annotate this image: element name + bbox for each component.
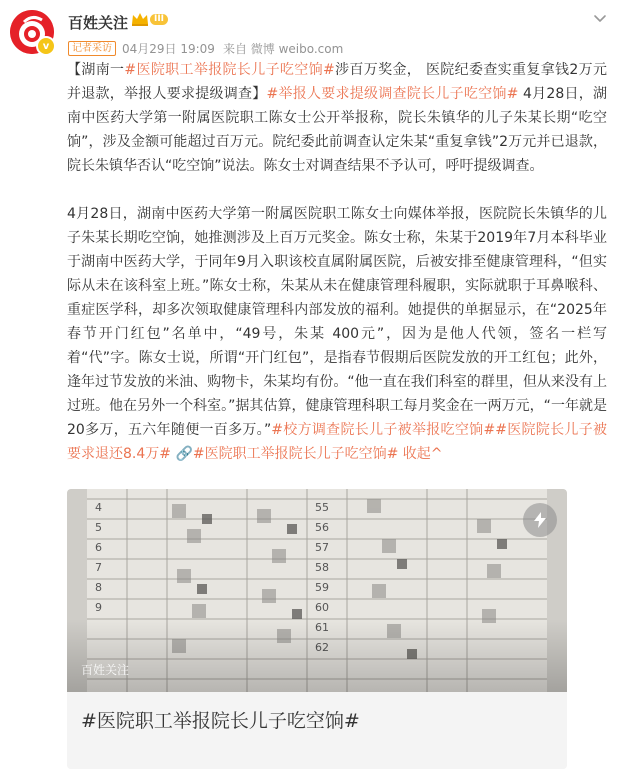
document-photo — [67, 489, 567, 692]
lightning-icon — [532, 511, 548, 529]
topic-link[interactable]: #医院职工举报院长儿子吃空饷# — [124, 62, 335, 78]
post-text: 4月28日，湖南中医药大学第一附属医院职工陈女士向媒体举报，医院院长朱镇华的儿子朱某长期吃空饷，她推测涉及上百万元奖金。陈女士称，朱某于2019年7月本科毕业于湖南中医药大学，于同年9月入职该校直属附属医院，后被安排至健康管理科，“但实际从未在该科室上班。”陈女士称，朱某从未在健康管理科履职，实际就职于耳鼻喉科、重症医学科，却多次领取健康管理科内部发放的福利。她提供的单据显示，在“2025年春节开门红包”名单中，“49号，朱某 400元”，因为是他人代领，签名一栏写着“代”字。陈女士说，所谓“开门红包”，是指春节假期后医院发放的开工红包；此外，逢年过节发放的米油、购物卡，朱某均有份。“他一直在我们科室的群里，但从来没有上过班。他在另外一个科室。”据其估算，健康管理科职工每月奖金在一两万元，“一年就是20多万，五六年随便一百多万。” — [67, 206, 607, 438]
post-paragraph-2 — [67, 202, 607, 466]
svg-text:55: 55 — [315, 501, 329, 514]
card-image[interactable] — [67, 489, 567, 692]
username[interactable]: 百姓关注 — [68, 14, 129, 32]
post-content — [67, 58, 607, 466]
reporter-tag: 记者采访 — [68, 41, 116, 56]
svg-text:6: 6 — [95, 541, 102, 554]
topic-link[interactable]: #校方调查院长儿子被举报吃空饷# — [271, 422, 496, 438]
svg-text:8: 8 — [95, 581, 102, 594]
post-meta — [68, 40, 343, 57]
svg-text:7: 7 — [95, 561, 102, 574]
media-card[interactable] — [67, 489, 567, 769]
post-text: 【湖南一 — [67, 62, 125, 78]
svg-text:59: 59 — [315, 581, 329, 594]
post-source: 来自 微博 weibo.com — [222, 42, 344, 56]
image-watermark: 百姓关注 — [81, 663, 130, 677]
chevron-down-icon[interactable] — [592, 10, 608, 26]
topic-link[interactable]: 收起^ — [398, 446, 443, 462]
live-photo-button[interactable] — [523, 503, 557, 537]
crown-icon — [131, 11, 149, 27]
topic-link[interactable]: #举报人要求提级调查院长儿子吃空饷# — [266, 86, 519, 102]
post-paragraph-1 — [67, 58, 607, 178]
level-badge: III — [150, 14, 168, 25]
svg-text:57: 57 — [315, 541, 329, 554]
post-date[interactable]: 04月29日 19:09 — [122, 42, 215, 56]
post-text: 涉百万奖金， 医院纪委查实重复拿钱2万元并退款，举报人要求提级调查】 — [67, 62, 608, 102]
avatar[interactable] — [10, 10, 54, 54]
svg-text:4: 4 — [95, 501, 102, 514]
svg-text:9: 9 — [95, 601, 102, 614]
svg-text:61: 61 — [315, 621, 329, 634]
svg-text:62: 62 — [315, 641, 329, 654]
svg-text:5: 5 — [95, 521, 102, 534]
svg-text:60: 60 — [315, 601, 329, 614]
topic-link[interactable]: 🔗#医院职工举报院长儿子吃空饷# — [175, 446, 399, 462]
card-caption[interactable]: #医院职工举报院长儿子吃空饷# — [67, 692, 567, 769]
svg-text:58: 58 — [315, 561, 329, 574]
post-text: 4月28日，湖南中医药大学第一附属医院职工陈女士公开举报称，院长朱镇华的儿子朱某长期“吃空饷”，涉及金额可能超过百万元。院纪委此前调查认定朱某“重复拿钱”2万元并已退款，院长朱镇华否认“吃空饷”说法。陈女士对调查结果不予认可，呼吁提级调查。 — [67, 86, 608, 174]
topic-link[interactable]: #医院院长儿子被要求退还8.4万# — [67, 422, 608, 462]
svg-text:56: 56 — [315, 521, 329, 534]
verified-badge-icon: v — [36, 36, 56, 56]
